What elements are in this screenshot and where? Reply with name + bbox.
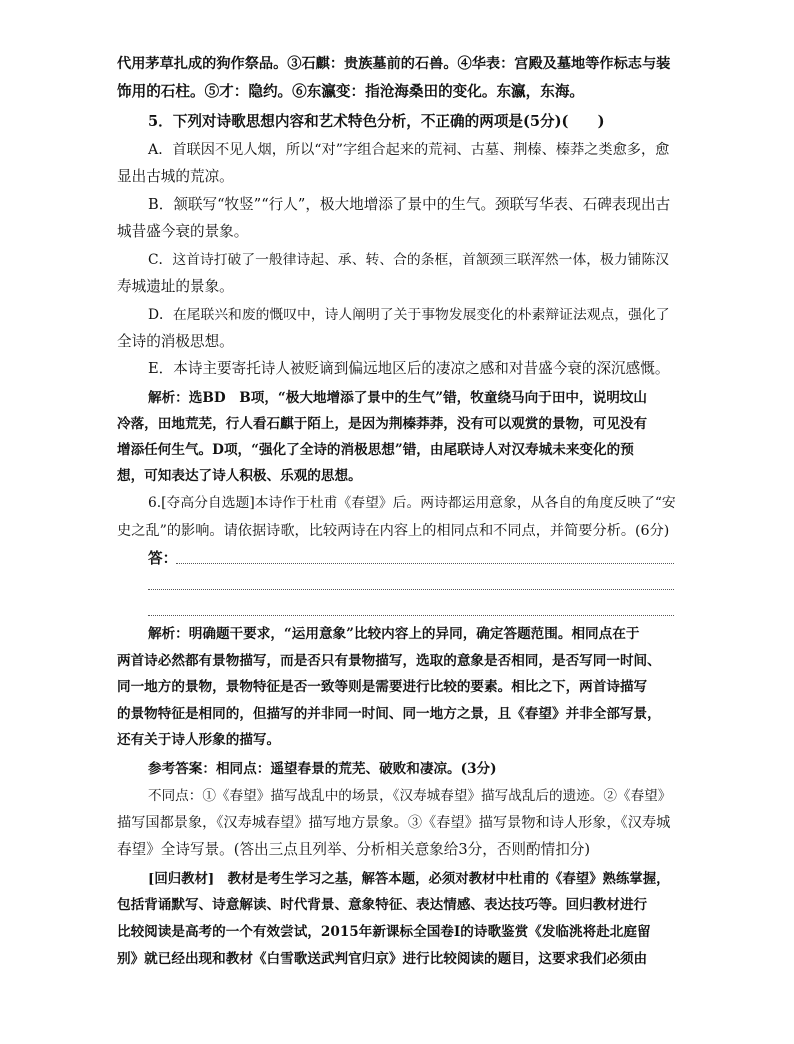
analysis-5-line-3: 增添任何生气。D项，“强化了全诗的消极思想”错，由尾联诗人对汉寿城未来变化的预 [117, 442, 634, 458]
option-b-line-1: B．颔联写“牧竖”“行人”，极大地增添了景中的生气。颈联写华表、石碑表现出古 [148, 196, 671, 213]
option-b-line-2: 城昔盛今衰的景象。 [117, 223, 249, 240]
question-6-line-2: 史之乱”的影响。请依据诗歌，比较两诗在内容上的相同点和不同点，并简要分析。(6分) [117, 523, 670, 539]
option-e-line: E．本诗主要寄托诗人被贬谪到偏远地区后的凄凉之感和对昔盛今衰的深沉感慨。 [148, 360, 670, 377]
reference-answer-line-2: 不同点：①《春望》描写战乱中的场景，《汉寿城春望》描写战乱后的遗迹。②《春望》 [148, 788, 672, 804]
option-c-line-1: C．这首诗打破了一般律诗起、承、转、合的条框，首颔颈三联浑然一体，极力铺陈汉 [148, 252, 670, 268]
option-a-line-1: A．首联因不见人烟，所以“对”字组合起来的荒祠、古墓、荆榛、榛莽之类愈多，愈 [148, 142, 670, 158]
option-c-line-2: 寿城遗址的景象。 [117, 278, 234, 295]
answer-blank-line-1[interactable] [176, 563, 674, 564]
analysis-5-line-4: 想，可知表达了诗人积极、乐观的思想。 [117, 468, 362, 484]
analysis-6-line-1: 解析：明确题干要求，“运用意象”比较内容上的异同，确定答题范围。相同点在于 [148, 626, 640, 642]
option-d-line-2: 全诗的消极思想。 [117, 333, 234, 350]
note-line-1: 代用茅草扎成的狗作祭品。③石麒：贵族墓前的石兽。④华表：宫殿及墓地等作标志与装 [117, 56, 671, 72]
analysis-6-line-2: 两首诗必然都有景物描写，而是否只有景物描写，选取的意象是否相同，是否写同一时间、 [117, 653, 661, 669]
reference-answer-line-3: 描写国都景象，《汉寿城春望》描写地方景象。③《春望》描写景物和诗人形象，《汉寿城 [117, 815, 671, 831]
answer-label: 答： [148, 550, 178, 567]
option-a-line-2: 显出古城的荒凉。 [117, 168, 234, 185]
analysis-5-line-1: 解析：选BD B项，“极大地增添了景中的生气”错，牧童绕马向于田中，说明坟山 [148, 390, 647, 406]
reference-answer-line-1: 参考答案：相同点：遥望春景的荒芜、破败和凄凉。(3分) [148, 761, 497, 777]
answer-blank-line-3[interactable] [148, 615, 674, 616]
note-line-2: 饰用的石柱。⑤才：隐约。⑥东瀛变：指沧海桑田的变化。东瀛，东海。 [117, 83, 585, 100]
analysis-5-line-2: 冷落，田地荒芜，行人看石麒于陌上，是因为荆榛莽莽，没有可以观赏的景物，可见没有 [117, 416, 648, 432]
reference-answer-line-4: 春望》全诗写景。(答出三点且列举、分析相关意象给3分，否则酌情扣分) [117, 841, 591, 858]
option-d-line-1: D．在尾联兴和废的慨叹中，诗人阐明了关于事物发展变化的朴素辩证法观点，强化了 [148, 307, 670, 323]
analysis-6-line-4: 的景物特征是相同的，但描写的并非同一时间、同一地方之景，且《春望》并非全部写景， [117, 706, 661, 722]
return-textbook-line-1: [回归教材] 教材是考生学习之基，解答本题，必须对教材中杜甫的《春望》熟练掌握， [148, 871, 670, 887]
question-5-stem: 5．下列对诗歌思想内容和艺术特色分析，不正确的两项是(5分)( ) [148, 113, 605, 130]
answer-blank-line-2[interactable] [148, 589, 674, 590]
analysis-6-line-3: 同一地方的景物，景物特征是否一致等则是需要进行比较的要素。相比之下，两首诗描写 [117, 679, 648, 695]
return-textbook-line-3: 比较阅读是高考的一个有效尝试，2015年新课标全国卷Ⅰ的诗歌鉴赏《发临洮将赴北庭留 [117, 924, 651, 940]
return-textbook-line-4: 别》就已经出现和教材《白雪歌送武判官归京》进行比较阅读的题目，这要求我们必须由 [117, 951, 648, 967]
return-textbook-line-2: 包括背诵默写、诗意解读、时代背景、意象特征、表达情感、表达技巧等。回归教材进行 [117, 897, 648, 913]
analysis-6-line-5: 还有关于诗人形象的描写。 [117, 732, 281, 748]
question-6-line-1: 6.[夺高分自选题]本诗作于杜甫《春望》后。两诗都运用意象，从各自的角度反映了“安 [148, 495, 676, 511]
